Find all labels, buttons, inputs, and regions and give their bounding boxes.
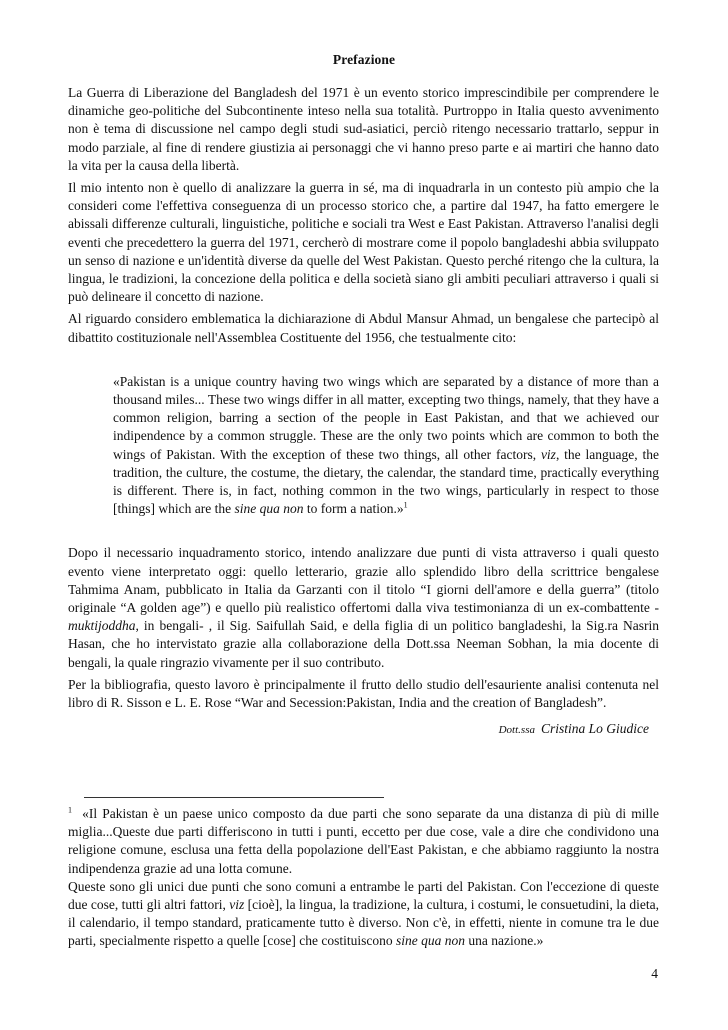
paragraph-intro: La Guerra di Liberazione del Bangladesh del 1971 è un evento storico imprescindibile per comprendere le dinamiche geo-politiche del Subcontinente inteso nella sua totalità. Purtroppo in Italia questo avvenimento non è tema di discussione nel campo degli studi sud-asiatici, perciò ritengo necessario trattarlo, seppur in modo parziale, al fine di rendere giustizia ai personaggi che vi hanno preso parte e ai martiri che hanno dato la vita per la causa della libertà. (68, 85, 659, 173)
quote-text-a: «Pakistan is a unique country having two wings which are separated by a distance of more than a thousand miles... These two wings differ in all matter, excepting two things, namely, that they have a common religion, barring a section of the people in East Pakistan, and that we achieved our indipendence by a common struggle. These are the only two points which are common to both the wings of Pakistan. With the exception of these two things, all other factors, (113, 373, 659, 462)
footnote-viz: viz (229, 897, 245, 913)
quote-text-b: , the language, the tradition, the culture, the costume, the dietary, the calendar, the standard time, practically everything is different. There is, in fact, nothing common in the two wings, particularly in respect to those [things] which are the (113, 446, 659, 517)
signature-title: Dott.ssa (498, 724, 535, 737)
muktijoddha-term: muktijoddha (68, 618, 136, 634)
viewpoints-text-a: Dopo il necessario inquadramento storico, intendo analizzare due punti di vista attraverso i quali questo evento viene interpretato oggi: quello letterario, grazie allo splendido libro della scrittrice bengalese Tahmima Anam, pubblicato in Italia da Garzanti con il titolo “I giorni dell'amore e della guerra” (titolo originale “A golden age”) e quello più realistico offertomi dalla viva testimonianza di un ex-combattente - (68, 545, 659, 616)
page-title: Prefazione (332, 52, 396, 67)
footnote (68, 805, 659, 951)
footnote-sine-qua-non: sine qua non (396, 933, 466, 949)
block-quote (113, 373, 659, 519)
signature (68, 720, 659, 739)
footnote-paragraph-1 (68, 805, 659, 878)
footnote-paragraph-2 (68, 878, 659, 951)
paragraph-intent: Il mio intento non è quello di analizzare la guerra in sé, ma di inquadrarla in un contesto più ampio che la consideri come l'effettiva conseguenza di un processo storico che, a partire dal 1947, ha fatto emergere le abissali differenze culturali, linguistiche, politiche e sociali tra West e East Pakistan. Attraverso l'analisi degli eventi che precedettero la guerra del 1971, cercherò di mostrare come il popolo bangladeshi abbia sviluppato un senso di nazione e un'identità diverse da quelle del West Pakistan. Questo perché ritengo che la cultura, la lingua, le tradizioni, la concezione della politica e della società siano gli ambiti peculiari attraverso i quali si può delineare il concetto di nazione. (68, 180, 659, 305)
paragraph-viewpoints (68, 544, 659, 671)
footnote-text-b2: [cioè], la lingua, la tradizione, la cultura, i costumi, le consuetudini, la dieta, il calendario, il tempo standard, praticamente tutto è diverso. Non c'è, in effetti, niente in comune tra le due parti, specialmente rispetto a quelle [cose] che costituiscono (68, 897, 659, 949)
quote-text-c: to form a nation.» (303, 501, 404, 517)
footnote-text-a: «Il Pakistan è un paese unico composto da due parti che sono separate da una distanza di più di mille miglia...Queste due parti differiscono in tutti i punti, eccetto per due cose, vale a dire che condividono una religione comune, esclusa una fetta della popolazione dell'East Pakistan, e che abbiamo raggiunto la nostra indipendenza grazie ad una lotta comune. (68, 806, 659, 876)
body-text (68, 84, 659, 740)
footnote-reference[interactable]: 1 (403, 500, 408, 510)
signature-name: Cristina Lo Giudice (540, 721, 649, 737)
paragraph-bibliography: Per la bibliografia, questo lavoro è principalmente il frutto dello studio dell'esauriente analisi contenuta nel libro di R. Sisson e L. E. Rose “War and Secession:Pakistan, India and the creation of Bangladesh”. (68, 676, 659, 711)
page-number: 4 (651, 966, 658, 981)
footnote-text-b1: Queste sono gli unici due punti che sono comuni a entrambe le parti del Pakistan. Con l'eccezione di queste due cose, tutti gli altri fattori, (68, 878, 659, 913)
paragraph-citation-intro: Al riguardo considero emblematica la dichiarazione di Abdul Mansur Ahmad, un bengalese che partecipò al dibattito costituzionale nell'Assemblea Costituente del 1956, che testualmente cito: (68, 311, 659, 345)
footnote-text-b3: una nazione.» (465, 933, 544, 949)
footnote-separator (84, 797, 384, 798)
viewpoints-text-b: , in bengali- , il Sig. Saifullah Said, e della figlia di un politico bangladeshi, la Sig.ra Nasrin Hasan, che ho intervistato grazie alla collaborazione della Dott.ssa Neeman Sobhan, la mia docente di bengali, la quale ringrazio vivamente per il suo contributo. (68, 618, 659, 670)
quote-sine-qua-non: sine qua non (234, 501, 304, 517)
footnote-mark: 1 (68, 805, 72, 815)
quote-viz: viz (540, 446, 556, 462)
